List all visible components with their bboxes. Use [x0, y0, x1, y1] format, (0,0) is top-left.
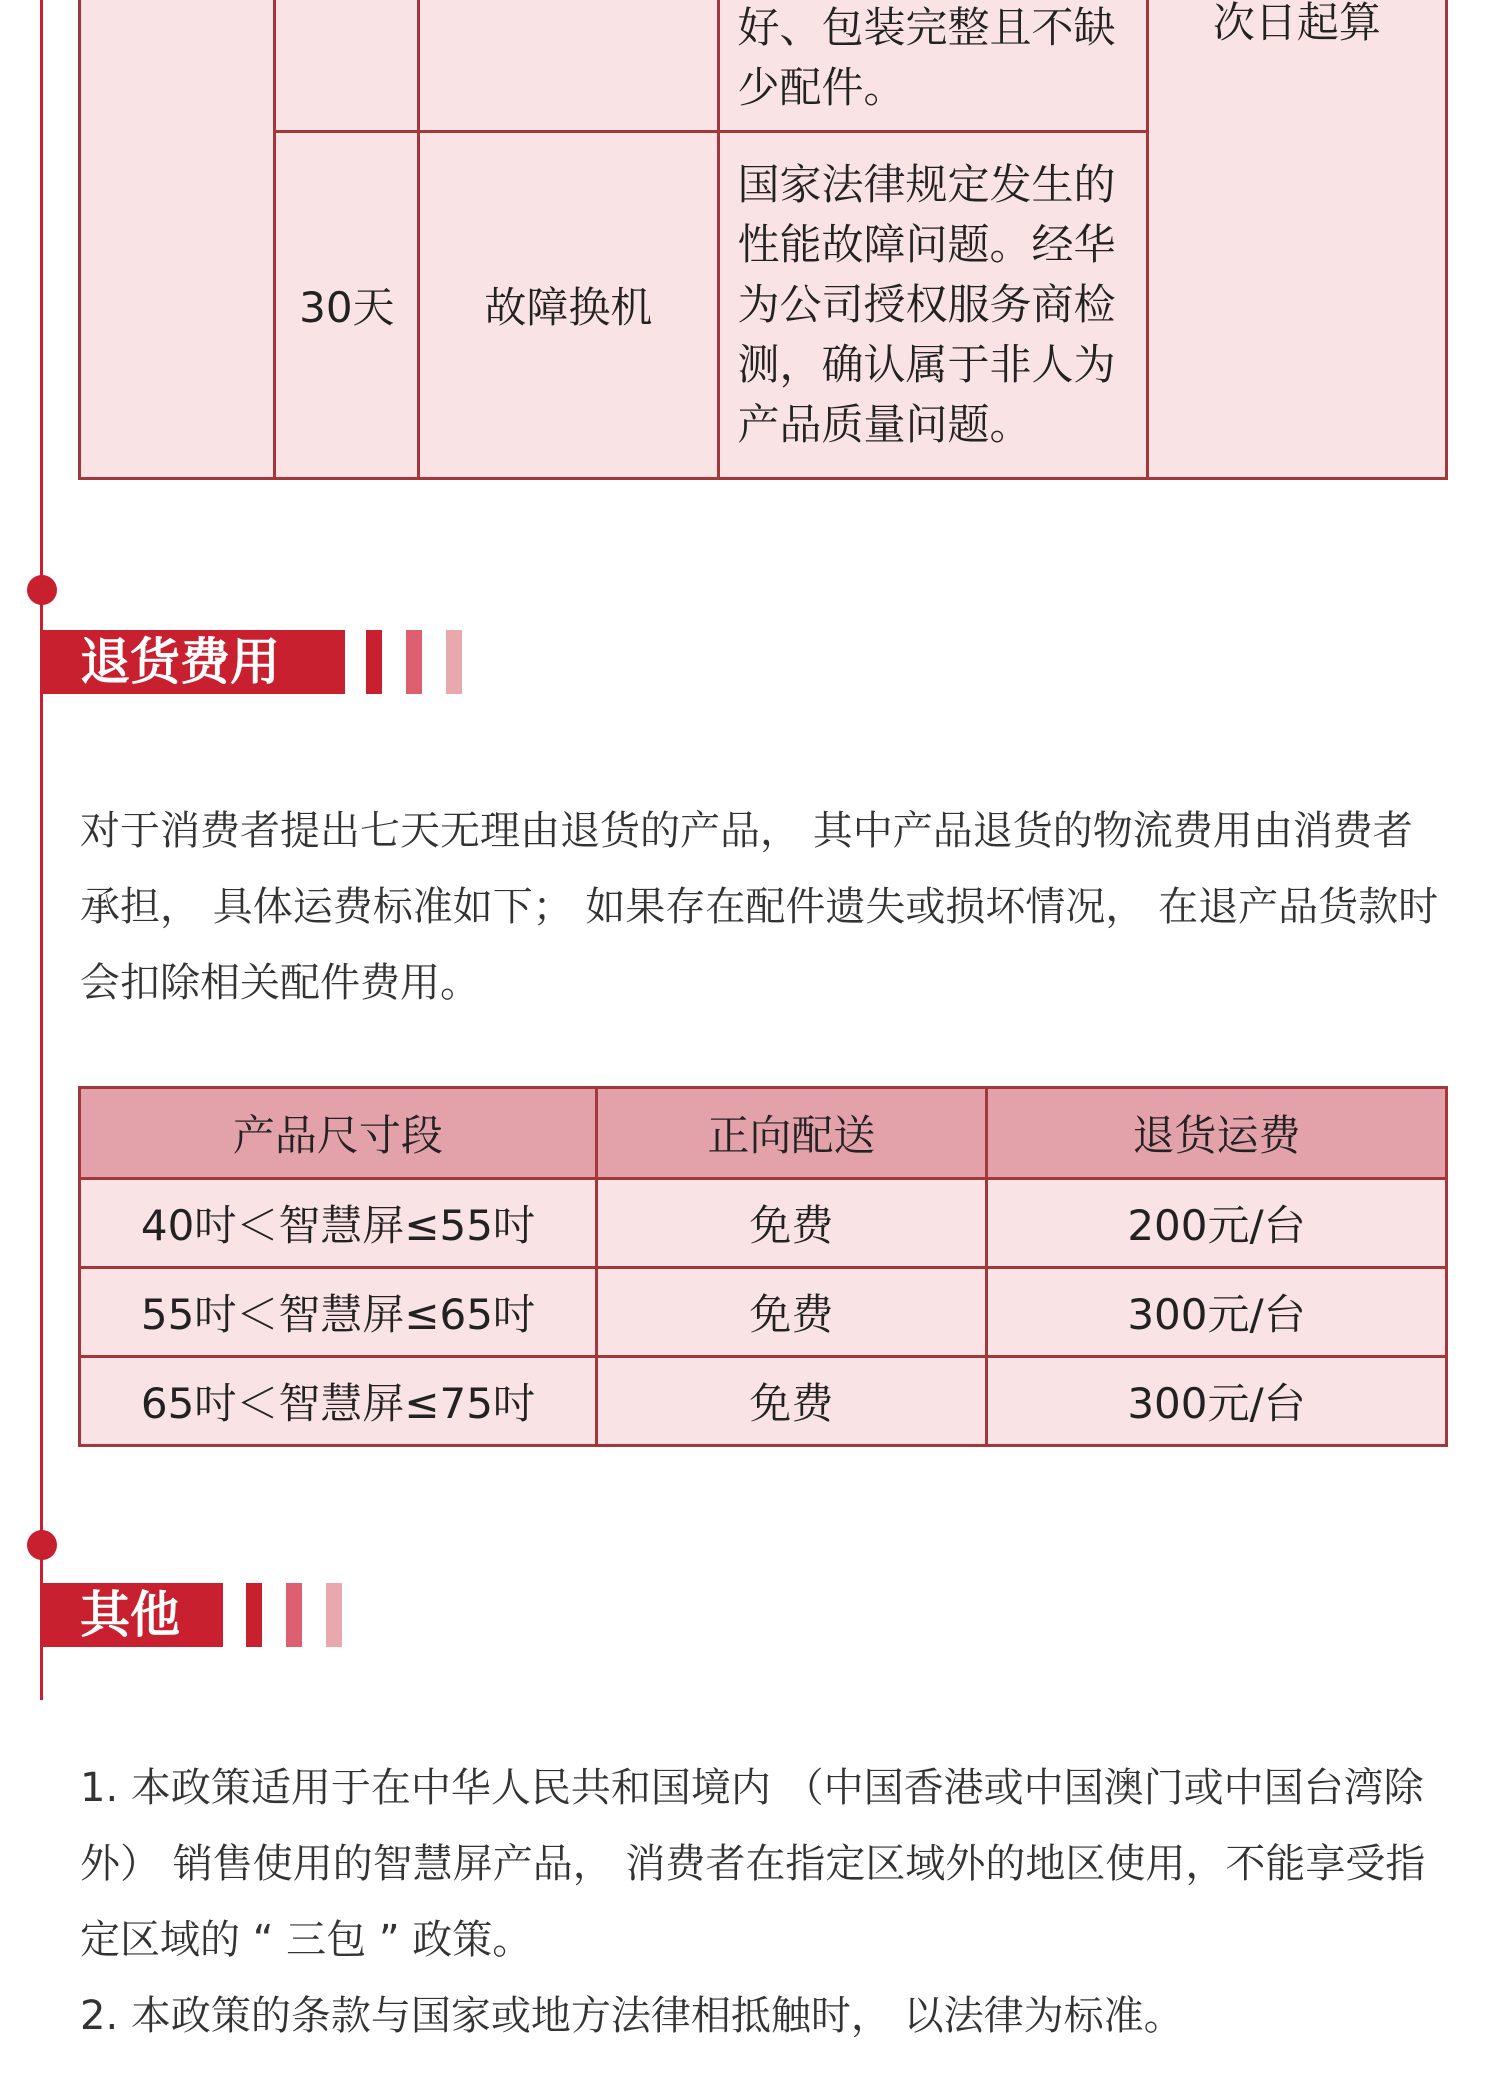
header-return-fee: 退货运费	[986, 1088, 1446, 1179]
section-title-return-fee: 退货费用	[40, 630, 345, 694]
table-row	[80, 0, 1447, 132]
table-row	[80, 1179, 1447, 1268]
table-header-row	[80, 1088, 1447, 1179]
delivery-cell: 免费	[596, 1268, 986, 1357]
section-title-other: 其他	[40, 1583, 223, 1647]
other-list	[80, 1750, 1450, 2054]
header-delivery: 正向配送	[596, 1088, 986, 1179]
size-cell: 40吋＜智慧屏≤55吋	[80, 1179, 597, 1268]
fee-table	[78, 1086, 1448, 1447]
period-cell: 30天	[275, 132, 419, 479]
table-row	[80, 1268, 1447, 1357]
delivery-cell: 免费	[596, 1357, 986, 1446]
service-cell: 故障换机	[419, 132, 718, 479]
desc-cell	[718, 132, 1147, 479]
fee-cell: 300元/台	[986, 1268, 1446, 1357]
desc-text: 国家法律规定发生的性能故障问题。经华为公司授权服务商检测，确认属于非人为产品质量问题。	[737, 160, 1116, 449]
header-size: 产品尺寸段	[80, 1088, 597, 1179]
service-cell	[419, 0, 718, 132]
timeline-line	[40, 0, 43, 1700]
list-item: 2. 本政策的条款与国家或地方法律相抵触时， 以法律为标准。	[80, 1993, 1184, 2039]
delivery-cell: 免费	[596, 1179, 986, 1268]
policy-table	[78, 0, 1448, 480]
desc-text: 好、包装完整且不缺少配件。	[737, 3, 1116, 112]
desc-cell	[718, 0, 1147, 132]
note-text: 次日起算	[1212, 0, 1381, 47]
return-fee-paragraph: 对于消费者提出七天无理由退货的产品， 其中产品退货的物流费用由消费者承担， 具体运费标准如下； 如果存在配件遗失或损坏情况， 在退产品货款时会扣除相关配件费用。	[80, 808, 1439, 1006]
category-cell	[80, 0, 275, 479]
note-cell	[1147, 0, 1446, 479]
fee-cell: 200元/台	[986, 1179, 1446, 1268]
period-cell	[275, 0, 419, 132]
fee-cell: 300元/台	[986, 1357, 1446, 1446]
timeline-dot	[27, 1530, 57, 1560]
table-row	[80, 1357, 1447, 1446]
timeline-dot	[27, 575, 57, 605]
size-cell: 55吋＜智慧屏≤65吋	[80, 1268, 597, 1357]
list-item: 1. 本政策适用于在中华人民共和国境内 （中国香港或中国澳门或中国台湾除外） 销售使用的智慧屏产品， 消费者在指定区域外的地区使用，不能享受指定区域的 “ 三包 ” 政策。	[80, 1765, 1426, 1963]
size-cell: 65吋＜智慧屏≤75吋	[80, 1357, 597, 1446]
